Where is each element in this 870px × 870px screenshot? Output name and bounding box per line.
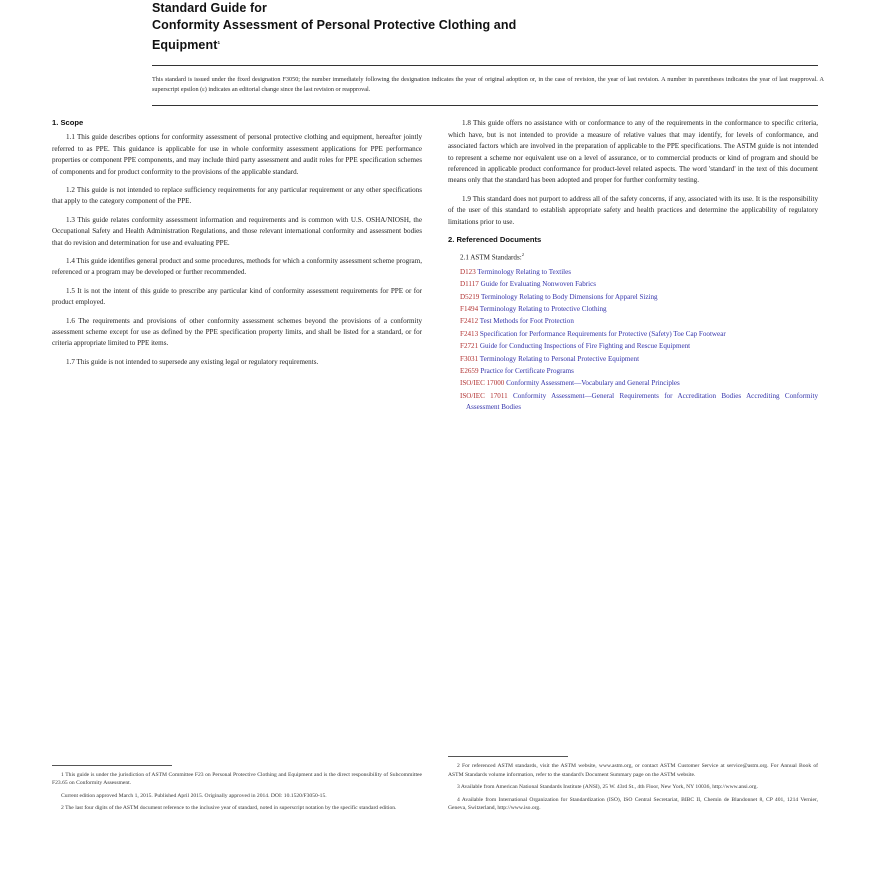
ref-title[interactable]: Specification for Performance Requirements for Protective (Safety) Toe Cap Footwear <box>479 329 726 338</box>
ref-designation[interactable]: ISO/IEC 17000 <box>460 379 505 388</box>
paragraph: 1.8 This guide offers no assistance with or conformance to any of the requirements in the conformance to specific criteria, which have, but is not intended to provide a measure of relative values that may identify, for levels of conformance, and associated factors which are involved in the preparation of applicable to the PPE specifications. The ASTM guide is not intended to represent a scheme nor equivalent use on a level of assurance, or to commercial products or kind of program and should be referenced in applicable product conformance for product-level related aspects. The word 'standard' in the text of this document means only that the standard has been adopted and proper for further conformity testing. <box>448 119 818 185</box>
footnote: 2 For referenced ASTM standards, visit the ASTM website, www.astm.org, or contact ASTM Customer Service at service@astm.org. For Annual Book of ASTM Standards volume information, refer to the standard's Document Summary page on the ASTM website. <box>448 763 818 778</box>
ref-designation[interactable]: D5219 <box>460 292 480 301</box>
list-item[interactable] <box>448 366 818 377</box>
left-column <box>52 118 422 818</box>
title-footnote-marker: 1 <box>217 40 221 45</box>
title-block <box>152 0 824 106</box>
section-heading-referenced-documents: 2. Referenced Documents <box>448 235 542 244</box>
paragraph: 1.2 This guide is not intended to replace sufficiency requirements for any particular requirement or any other specifications that apply to the category component of the PPE. <box>52 185 422 206</box>
body-columns <box>52 118 818 818</box>
right-column <box>448 118 818 818</box>
footnote: 2 The last four digits of the ASTM document reference to the inclusive year of standard, noted in superscript notation by the specific standard edition. <box>61 804 397 811</box>
paragraph: 1.3 This guide relates conformity assessment information and requirements and is common with U.S. OSHA/NIOSH, the Occupational Safety and Health Administration Regulations, and those relevant international conformity and assessment bodies that do revision and determination for use and evaluating PPE. <box>52 215 422 247</box>
paragraph: 1.7 This guide is not intended to supersede any existing legal or regulatory requirements. <box>66 357 319 366</box>
page-title <box>152 0 818 54</box>
ref-designation[interactable]: F1494 <box>460 304 479 313</box>
ref-designation[interactable]: D123 <box>460 267 476 276</box>
list-item[interactable] <box>448 316 818 327</box>
footnote: Current edition approved March 1, 2015. Published April 2015. Originally approved in 2014. DOI: 10.1520/F3050-15. <box>61 792 327 799</box>
paragraph: 1.5 It is not the intent of this guide to prescribe any particular kind of conformity assessment requirements for PPE or for product employed. <box>52 286 422 307</box>
paragraph: 1.9 This standard does not purport to address all of the safety concerns, if any, associated with its use. It is the responsibility of the user of this standard to establish appropriate safety and health practices and determine the applicability of regulatory limitations prior to use. <box>448 194 818 226</box>
ref-title[interactable]: Guide for Evaluating Nonwoven Fabrics <box>480 280 597 289</box>
title-line-1: Standard Guide for <box>152 1 268 15</box>
footnote-divider <box>448 756 568 757</box>
title-line-2: Conformity Assessment of Personal Protective Clothing and <box>152 18 517 32</box>
paragraph: 1.4 This guide identifies general product and some procedures, methods for which a conformity assessment scheme program, referenced or a program may be developed or further recommended. <box>52 257 422 277</box>
ref-designation[interactable]: F2412 <box>460 317 479 326</box>
referenced-standards-list <box>448 267 818 414</box>
title-line-3: Equipment$^1$ <box>152 38 221 53</box>
ref-title[interactable]: Practice for Certificate Programs <box>480 367 574 376</box>
ref-designation[interactable]: E2659 <box>460 367 479 376</box>
standard-preamble: This standard is issued under the fixed designation F3050; the number immediately following the designation indicates the year of original adoption or, in the case of revision, the year of last revision. A number in parentheses indicates the year of last reapproval. A superscript epsilon (ε) indicates an editorial change since the last revision or reapproval. <box>152 76 824 93</box>
ref-designation[interactable]: F3031 <box>460 354 479 363</box>
section-heading-scope: 1. Scope <box>52 118 84 128</box>
paragraph: 1.6 The requirements and provisions of other conformity assessment schemes beyond the provisions of a conformity assessment scheme except for use as defined by the PPE specification property limits, and shall be listed for a standard, or for criteria appropriate limited to PPE items. <box>52 316 422 348</box>
list-item[interactable] <box>448 354 818 365</box>
list-item[interactable] <box>448 279 818 290</box>
list-item[interactable] <box>448 378 818 389</box>
title-divider <box>152 65 818 66</box>
footnote: 3 Available from American National Standards Institute (ANSI), 25 W. 43rd St., 4th Floor, New York, NY 10036, http://www.ansi.org. <box>457 784 758 791</box>
paragraph: 1.1 This guide describes options for conformity assessment of personal protective clothing and equipment, hereafter jointly referred to as PPE. This guidance is applicable for use in whole conformity assessment applications for PPE performance properties or component PPE components, and may include third party assessment and audit roles for PPE specification schemes of components and for product conformity to the provisions of the applicable standard. <box>52 133 422 176</box>
referenced-standards-subheading: 2.1 ASTM Standards:$^2$ <box>460 252 524 262</box>
ref-designation[interactable]: F2721 <box>460 342 479 351</box>
ref-designation[interactable]: D1117 <box>460 280 479 289</box>
ref-title[interactable]: Conformity Assessment—General Requirements for Accreditation Bodies Accrediting Conformity Assessment Bodies <box>466 391 818 412</box>
list-item[interactable] <box>448 267 818 278</box>
footnote: 4 Available from International Organization for Standardization (ISO), ISO Central Secretariat, BIBC II, Chemin de Blandonnet 8, CP 401, 1214 Vernier, Geneva, Switzerland, http://www.iso.org. <box>448 796 818 811</box>
list-item[interactable] <box>448 292 818 303</box>
list-item[interactable] <box>448 329 818 340</box>
ref-title[interactable]: Conformity Assessment—Vocabulary and General Principles <box>506 379 680 388</box>
ref-designation[interactable]: ISO/IEC 17011 <box>460 391 508 400</box>
list-item[interactable] <box>448 304 818 315</box>
footnote-divider <box>52 765 172 766</box>
header-divider <box>152 105 818 106</box>
list-item[interactable] <box>448 391 818 414</box>
ref-title[interactable]: Terminology Relating to Body Dimensions for Apparel Sizing <box>480 292 658 301</box>
footnote: 1 This guide is under the jurisdiction of ASTM Committee F23 on Personal Protective Clothing and Equipment and is the direct responsibility of Subcommittee F23.65 on Conformity Assessment. <box>52 771 422 787</box>
ref-title[interactable]: Terminology Relating to Textiles <box>477 267 572 276</box>
ref-title[interactable]: Terminology Relating to Protective Clothing <box>479 304 607 313</box>
ref-designation[interactable]: F2413 <box>460 329 479 338</box>
right-footnotes <box>448 750 818 816</box>
ref-title[interactable]: Guide for Conducting Inspections of Fire Fighting and Rescue Equipment <box>479 342 691 351</box>
ref-title[interactable]: Terminology Relating to Personal Protective Equipment <box>479 354 640 363</box>
list-item[interactable] <box>448 341 818 352</box>
left-footnotes <box>52 759 422 817</box>
ref-title[interactable]: Test Methods for Foot Protection <box>479 317 574 326</box>
